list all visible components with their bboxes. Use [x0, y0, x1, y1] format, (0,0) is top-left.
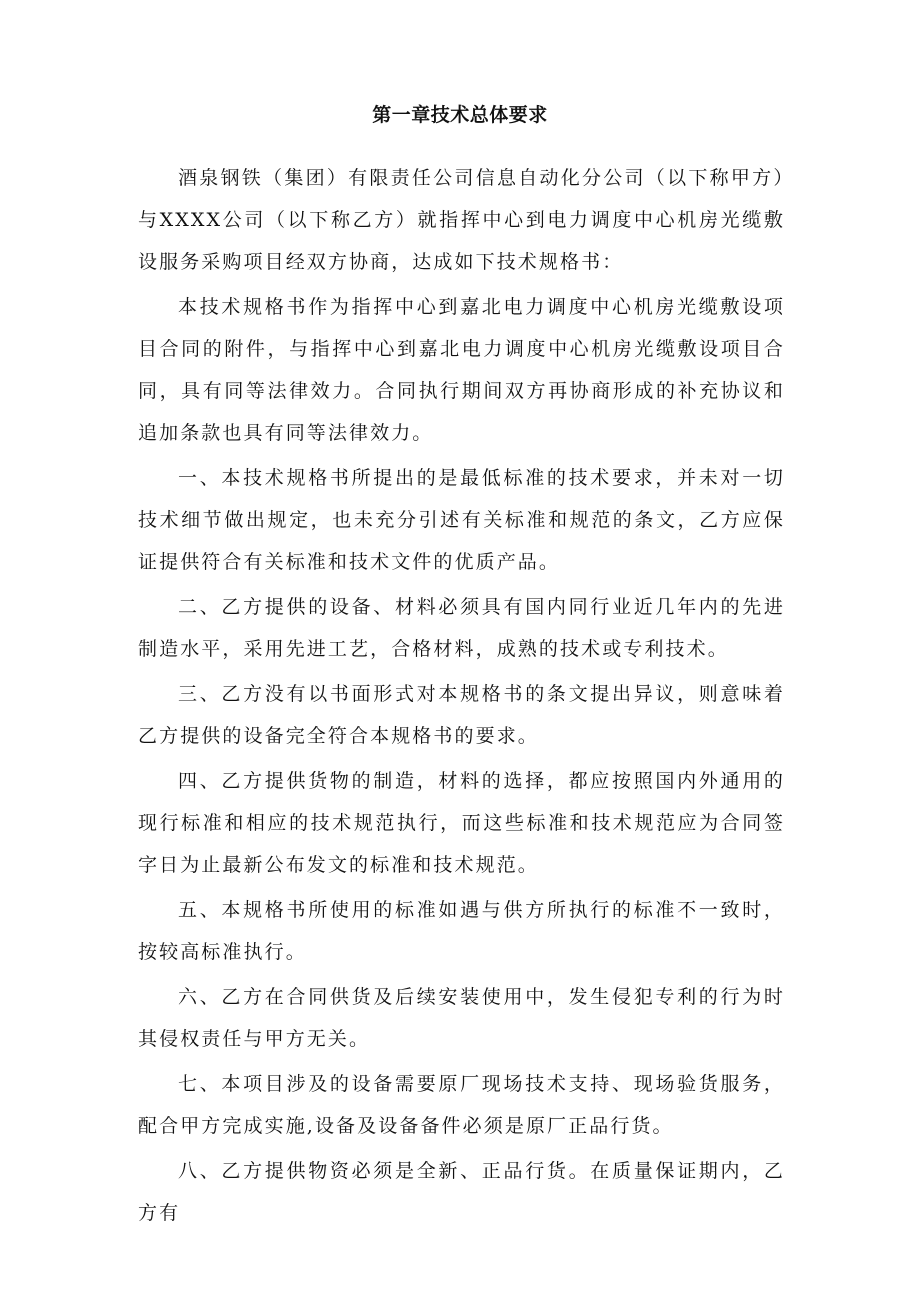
paragraph-item-4: 四、乙方提供货物的制造，材料的选择，都应按照国内外通用的现行标准和相应的技术规范执行，而这些标准和技术规范应为合同签字日为止最新公布发文的标准和技术规范。 [138, 770, 785, 876]
paragraph-item-7: 七、本项目涉及的设备需要原厂现场技术支持、现场验货服务，配合甲方完成实施,设备及设备备件必须是原厂正品行货。 [138, 1073, 785, 1137]
paragraph-item-3: 三、乙方没有以书面形式对本规格书的条文提出异议，则意味着乙方提供的设备完全符合本规格书的要求。 [138, 683, 785, 747]
paragraph-item-2: 二、乙方提供的设备、材料必须具有国内同行业近几年内的先进制造水平，采用先进工艺，合格材料，成熟的技术或专利技术。 [138, 596, 785, 660]
chapter-title: 第一章技术总体要求 [372, 104, 548, 126]
paragraph-item-1: 一、本技术规格书所提出的是最低标准的技术要求，并未对一切技术细节做出规定，也未充分引述有关标准和规范的条文，乙方应保证提供符合有关标准和技术文件的优质产品。 [138, 467, 785, 573]
paragraph-intro: 酒泉钢铁（集团）有限责任公司信息自动化分公司（以下称甲方）与XXXX公司（以下称乙方）就指挥中心到电力调度中心机房光缆敷设服务采购项目经双方协商，达成如下技术规格书： [138, 167, 785, 273]
paragraph-attachment: 本技术规格书作为指挥中心到嘉北电力调度中心机房光缆敷设项目合同的附件，与指挥中心到嘉北电力调度中心机房光缆敷设项目合同，具有同等法律效力。合同执行期间双方再协商形成的补充协议和追加条款也具有同等法律效力。 [138, 296, 785, 444]
document-body [138, 157, 785, 1237]
paragraph-item-8: 八、乙方提供物资必须是全新、正品行货。在质量保证期内，乙方有 [138, 1160, 785, 1224]
paragraph-item-5: 五、本规格书所使用的标准如遇与供方所执行的标准不一致时，按较高标准执行。 [138, 899, 785, 963]
paragraph-item-6: 六、乙方在合同供货及后续安装使用中，发生侵犯专利的行为时其侵权责任与甲方无关。 [138, 986, 785, 1050]
